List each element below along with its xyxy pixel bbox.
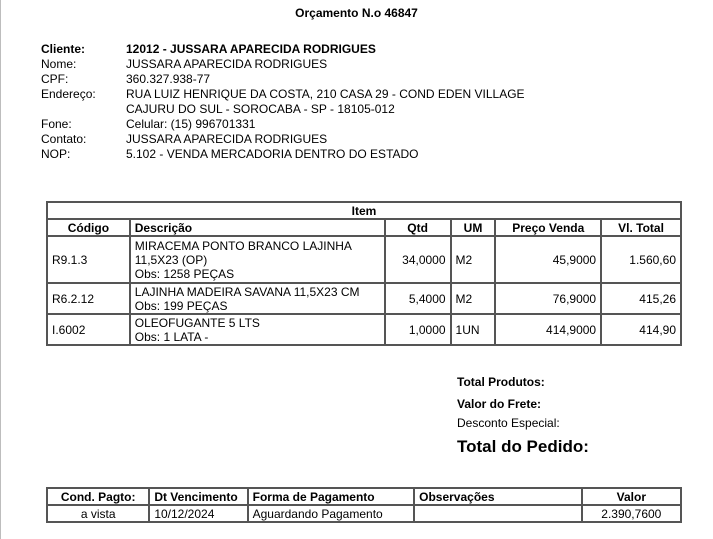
column-header-valor: Valor [582,488,681,505]
contato-value: JUSSARA APARECIDA RODRIGUES [126,132,328,146]
item-obs: Obs: 199 PEÇAS [134,298,228,313]
column-header-qtd: Qtd [385,219,451,236]
nop-label: NOP: [41,147,71,161]
items-table [46,201,682,346]
payment-vencimento: 10/12/2024 [149,505,247,522]
item-desc-line1: MIRACEMA PONTO BRANCO LAJINHA [134,238,352,253]
item-qtd: 34,0000 [385,236,451,283]
payment-table [46,487,682,523]
item-codigo: R6.2.12 [47,283,130,314]
items-column-headers [47,219,681,236]
endereco-line2: CAJURU DO SUL - SOROCABA - SP - 18105-012 [126,102,395,116]
fone-label: Fone: [41,117,72,131]
item-desc-line1: OLEOFUGANTE 5 LTS [134,315,260,330]
column-header-observacoes: Observações [414,488,582,505]
payment-cond: a vista [47,505,149,522]
endereco-label: Endereço: [41,87,96,101]
item-um: M2 [451,236,496,283]
item-qtd: 1,0000 [385,314,451,345]
column-header-descricao: Descrição [130,219,385,236]
cliente-value: 12012 - JUSSARA APARECIDA RODRIGUES [126,42,376,56]
column-header-preco: Preço Venda [495,219,601,236]
item-obs: Obs: 1258 PEÇAS [134,266,235,281]
item-desc-line2: 11,5X23 (OP) [134,252,208,267]
payment-forma: Aguardando Pagamento [248,505,415,522]
item-descricao [130,314,385,345]
left-border-rule [0,0,1,539]
valor-frete-label: Valor do Frete: [457,397,542,411]
column-header-um: UM [451,219,496,236]
contato-label: Contato: [41,132,87,146]
payment-valor: 2.390,7600 [582,505,681,522]
cpf-value: 360.327.938-77 [126,72,211,86]
payment-observacoes [414,505,582,522]
item-um: 1UN [451,314,496,345]
endereco-line1: RUA LUIZ HENRIQUE DA COSTA, 210 CASA 29 - COND EDEN VILLAGE [126,87,525,101]
table-row [47,314,681,345]
item-preco: 76,9000 [495,283,601,314]
column-header-dt-vencimento: Dt Vencimento [149,488,247,505]
table-row [47,505,681,522]
desconto-especial-label: Desconto Especial: [457,416,560,430]
fone-value: Celular: (15) 996701331 [126,117,256,131]
item-qtd: 5,4000 [385,283,451,314]
column-header-cond-pagto: Cond. Pagto: [47,488,149,505]
item-desc-line1: LAJINHA MADEIRA SAVANA 11,5X23 CM [134,284,360,299]
item-total: 414,90 [601,314,681,345]
column-header-total: Vl. Total [601,219,681,236]
cpf-label: CPF: [41,72,69,86]
item-descricao [130,236,385,283]
item-preco: 45,9000 [495,236,601,283]
item-um: M2 [451,283,496,314]
payment-column-headers [47,488,681,505]
document-title: Orçamento N.o 46847 [295,6,418,20]
item-preco: 414,9000 [495,314,601,345]
total-produtos-label: Total Produtos: [457,375,545,389]
column-header-forma-pagamento: Forma de Pagamento [248,488,415,505]
nome-label: Nome: [41,57,77,71]
items-table-header: Item [47,202,681,219]
cliente-label: Cliente: [41,42,86,56]
total-pedido-label: Total do Pedido: [457,437,589,456]
item-codigo: R9.1.3 [47,236,130,283]
item-codigo: I.6002 [47,314,130,345]
item-obs: Obs: 1 LATA - [134,329,209,344]
item-total: 1.560,60 [601,236,681,283]
nop-value: 5.102 - VENDA MERCADORIA DENTRO DO ESTADO [126,147,419,161]
item-total: 415,26 [601,283,681,314]
column-header-codigo: Código [47,219,130,236]
table-row [47,236,681,283]
item-descricao [130,283,385,314]
nome-value: JUSSARA APARECIDA RODRIGUES [126,57,328,71]
table-row [47,283,681,314]
